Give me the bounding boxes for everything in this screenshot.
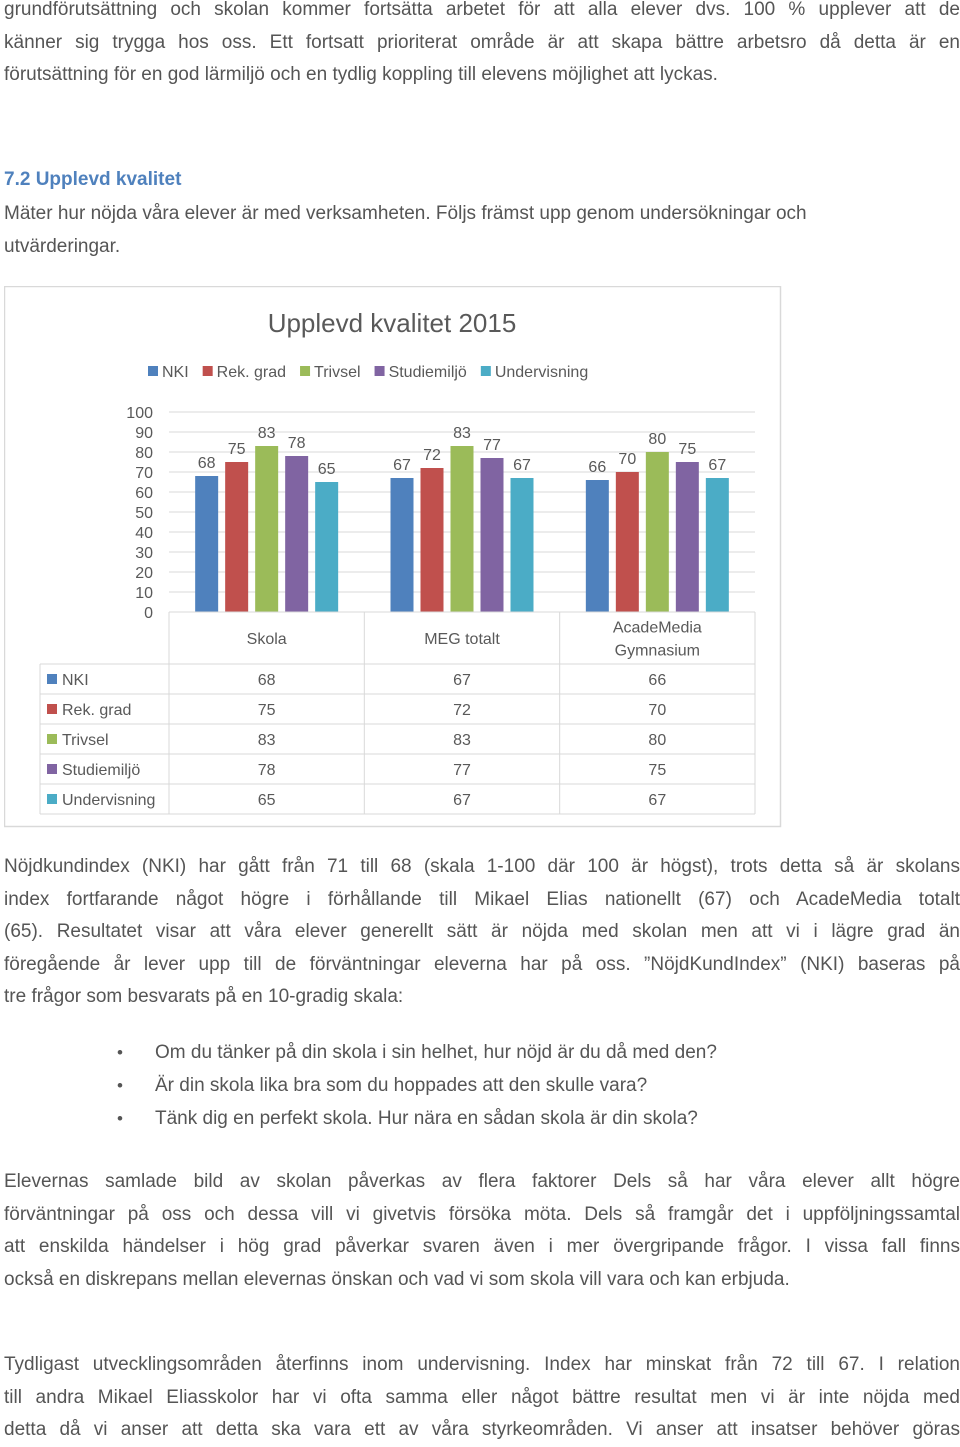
data-label: 80 xyxy=(648,431,667,448)
category-label: MEG totalt xyxy=(424,631,500,648)
data-label: 75 xyxy=(678,441,697,458)
y-tick-label: 0 xyxy=(144,605,153,622)
data-label: 67 xyxy=(708,457,727,474)
nki-line: (65). Resultatet visar att våra elever generellt sätt är nöjda med skolan men att vi i lägre grad än xyxy=(4,921,960,942)
data-label: 66 xyxy=(588,459,607,476)
bar xyxy=(195,476,218,612)
bar xyxy=(511,478,534,612)
factors-line: förväntningar på oss och dessa vill vi givetvis försöka möta. Dels så framgår det i uppföljningssamtal xyxy=(4,1203,960,1225)
table-cell: 80 xyxy=(648,732,667,749)
table-legend-swatch xyxy=(47,794,57,804)
legend-swatch xyxy=(300,366,310,376)
y-tick-label: 50 xyxy=(135,505,153,522)
chart-bars xyxy=(195,425,729,612)
development-line: till andra Mikael Eliasskolor har vi ofta samma eller något bättre resultat men vi är inte nöjda med xyxy=(4,1386,960,1408)
development-line: detta då vi anser att detta ska vara ett av våra styrkeområden. Vi anser att insatser behöver göras xyxy=(4,1419,960,1440)
data-label: 77 xyxy=(483,437,501,454)
table-row-label: Undervisning xyxy=(62,792,156,809)
data-label: 83 xyxy=(257,425,276,442)
legend-label: Undervisning xyxy=(494,364,589,381)
data-label: 83 xyxy=(453,425,471,442)
legend-swatch xyxy=(148,366,158,376)
data-label: 75 xyxy=(227,441,246,458)
category-label: Skola xyxy=(246,631,287,648)
quality-chart xyxy=(4,286,782,828)
intro-line: grundförutsättning och skolan kommer fortsätta arbetet för att alla elever dvs. 100 % upplever att de xyxy=(4,0,960,20)
table-legend-swatch xyxy=(47,734,57,744)
y-tick-label: 40 xyxy=(135,525,153,542)
table-cell: 68 xyxy=(257,672,276,689)
y-tick-label: 100 xyxy=(126,405,153,422)
table-cell: 83 xyxy=(453,732,471,749)
legend-label: NKI xyxy=(162,364,189,381)
bar xyxy=(391,478,414,612)
bar xyxy=(646,452,669,612)
table-row-label: Rek. grad xyxy=(62,702,132,719)
data-label: 72 xyxy=(423,447,441,464)
table-cell: 78 xyxy=(257,762,276,779)
bar xyxy=(481,458,504,612)
nki-line: tre frågor som besvarats på en 10-gradig skala: xyxy=(4,986,404,1007)
bullet-icon: • xyxy=(117,1076,123,1095)
table-cell: 67 xyxy=(453,672,471,689)
nki-line: Nöjdkundindex (NKI) har gått från 71 till 68 (skala 1-100 där 100 är högst), trots detta så är skolans xyxy=(4,856,960,877)
y-tick-label: 10 xyxy=(135,585,153,602)
development-paragraph xyxy=(4,1349,960,1447)
nki-line: föregående år lever upp till de förväntningar eleverna har på oss. ”NöjdKundIndex” (NKI) baseras på xyxy=(4,953,960,975)
table-legend-swatch xyxy=(47,764,57,774)
y-tick-label: 60 xyxy=(135,485,153,502)
section-description xyxy=(4,198,960,263)
chart-title: Upplevd kvalitet 2015 xyxy=(267,308,517,338)
bar xyxy=(225,462,248,612)
factors-line: också en diskrepans mellan elevernas önskan och vad vi som skola vill vara och kan erbjuda. xyxy=(4,1268,790,1290)
bar xyxy=(451,446,474,612)
table-row-label: Trivsel xyxy=(62,732,109,749)
table-cell: 72 xyxy=(453,702,471,719)
table-row-label: Studiemiljö xyxy=(62,762,141,779)
table-cell: 67 xyxy=(453,792,471,809)
bar xyxy=(255,446,278,612)
y-tick-label: 70 xyxy=(135,465,153,482)
table-cell: 65 xyxy=(257,792,276,809)
category-label: AcadeMedia xyxy=(612,619,702,637)
legend-swatch xyxy=(481,366,491,376)
data-label: 67 xyxy=(513,457,531,474)
bar xyxy=(676,462,699,612)
development-line: Tydligast utvecklingsområden återfinns inom undervisning. Index har minskat från 72 till 67. I relation xyxy=(4,1354,960,1375)
bar xyxy=(586,480,609,612)
legend-label: Rek. grad xyxy=(216,364,287,381)
y-tick-label: 30 xyxy=(135,545,153,562)
y-tick-label: 20 xyxy=(135,565,153,582)
legend-label: Studiemiljö xyxy=(388,364,467,381)
section-heading: 7.2 Upplevd kvalitet xyxy=(4,169,182,190)
description-line: Mäter hur nöjda våra elever är med verksamheten. Följs främst upp genom undersökningar och xyxy=(4,203,807,224)
bar xyxy=(706,478,729,612)
table-legend-swatch xyxy=(47,674,57,684)
data-label: 78 xyxy=(287,435,306,452)
bar xyxy=(285,456,308,612)
legend-swatch xyxy=(375,366,385,376)
question-text: Är din skola lika bra som du hoppades att den skulle vara? xyxy=(155,1075,648,1096)
category-label: Gymnasium xyxy=(614,642,701,660)
bar xyxy=(315,482,338,612)
data-label: 65 xyxy=(317,461,336,478)
bullet-icon: • xyxy=(117,1109,123,1128)
question-text: Om du tänker på din skola i sin helhet, hur nöjd är du då med den? xyxy=(155,1042,717,1063)
data-label: 67 xyxy=(393,457,411,474)
factors-paragraph xyxy=(4,1166,960,1296)
table-cell: 75 xyxy=(257,702,276,719)
table-row-label: NKI xyxy=(62,672,89,689)
data-label: 70 xyxy=(618,451,637,468)
table-cell: 77 xyxy=(453,762,471,779)
intro-paragraph xyxy=(4,0,960,92)
bar xyxy=(616,472,639,612)
legend-label: Trivsel xyxy=(314,364,361,381)
y-tick-label: 80 xyxy=(135,445,153,462)
factors-line: Elevernas samlade bild av skolan påverkas av flera faktorer Dels så har våra elever allt högre xyxy=(4,1171,960,1192)
data-label: 68 xyxy=(197,455,216,472)
table-cell: 70 xyxy=(648,702,667,719)
nki-line: index fortfarande något högre i förhållande till Mikael Elias nationellt (67) och AcadeMedia totalt xyxy=(4,888,960,910)
intro-line: förutsättning för en god lärmiljö och en tydlig koppling till elevens möjlighet att lyckas. xyxy=(4,64,718,85)
factors-line: att enskilda händelser i hög grad påverkar svaren även i mer övergripande frågor. I vissa fall finns xyxy=(4,1236,960,1257)
intro-line: känner sig trygga hos oss. Ett fortsatt prioriterat område är att skapa bättre arbetsro då detta är en xyxy=(4,31,960,53)
nki-paragraph xyxy=(4,851,960,1014)
y-tick-label: 90 xyxy=(135,425,153,442)
table-cell: 75 xyxy=(648,762,667,779)
legend-swatch xyxy=(203,366,213,376)
bar xyxy=(421,468,444,612)
table-legend-swatch xyxy=(47,704,57,714)
table-cell: 83 xyxy=(257,732,276,749)
table-cell: 66 xyxy=(648,672,667,689)
description-line: utvärderingar. xyxy=(4,235,121,257)
bullet-icon: • xyxy=(117,1043,123,1062)
question-text: Tänk dig en perfekt skola. Hur nära en sådan skola är din skola? xyxy=(155,1108,698,1129)
table-cell: 67 xyxy=(648,792,667,809)
